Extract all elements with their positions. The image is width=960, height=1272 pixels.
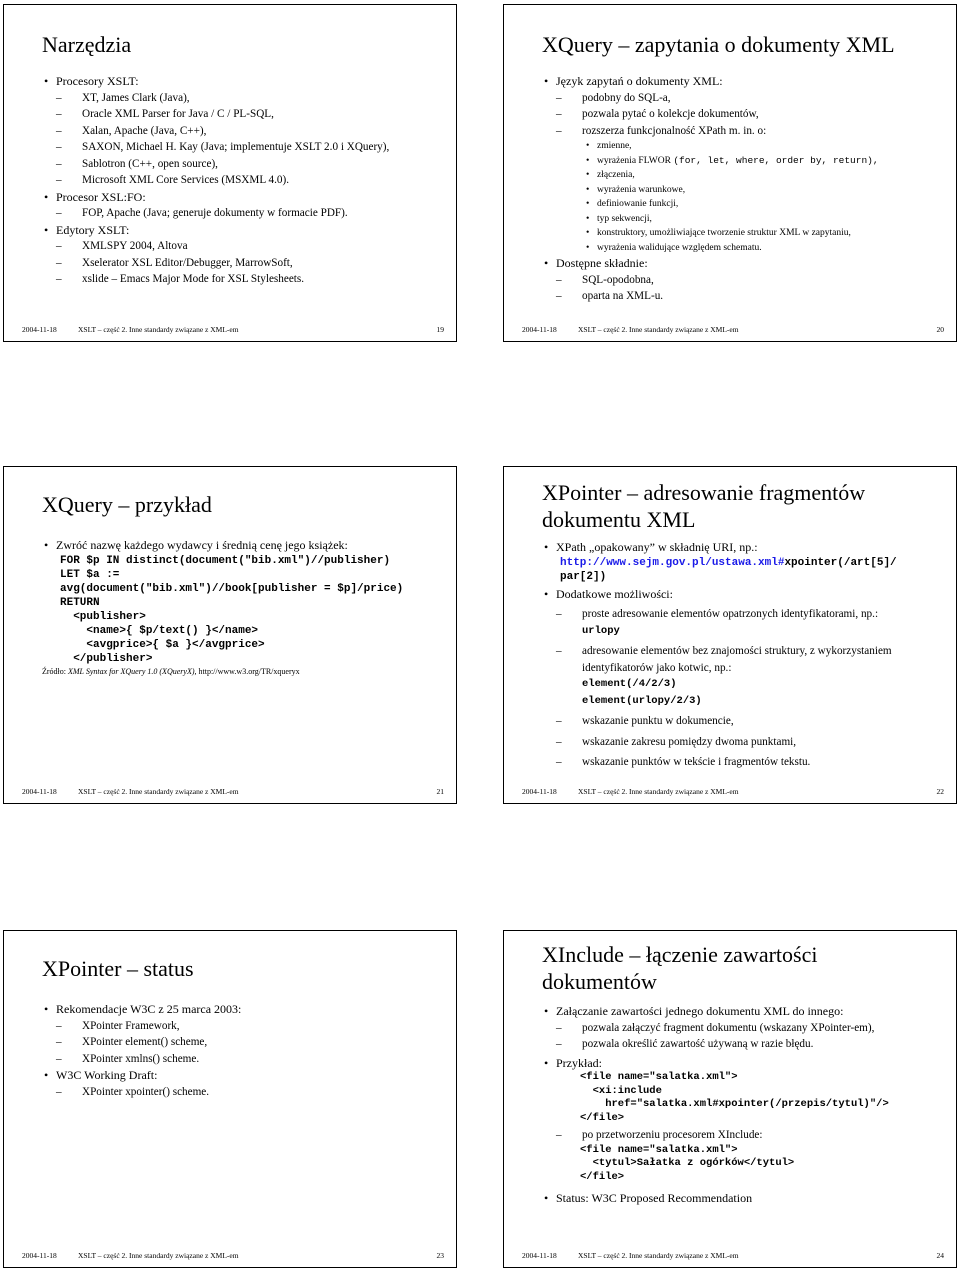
footer-text: XSLT – część 2. Inne standardy związane z XML-em — [78, 1251, 239, 1260]
slide-title: Narzędzia — [42, 32, 132, 57]
sub-sub-bullet: • wyrażenia walidujące względem schematu. — [542, 241, 946, 256]
sub-bullet: – podobny do SQL-a, — [542, 90, 946, 107]
sub-bullet-continued: identyfikatorów jako kotwic, np.: — [582, 661, 732, 674]
code-block — [542, 1144, 946, 1185]
sub-bullet: – Sablotron (C++, open source), — [42, 156, 446, 173]
sub-bullet: – wskazanie punktów w tekście i fragmentów tekstu. — [542, 754, 946, 771]
code-line: href="salatka.xml#xpointer(/przepis/tytul)"/> — [580, 1098, 889, 1110]
slide-21 — [3, 466, 457, 804]
bullet: • Edytory XSLT: — [42, 222, 446, 239]
sub-bullet: – adresowanie elementów bez znajomości struktury, z wykorzystaniem — [542, 643, 946, 660]
slide-content — [42, 1001, 446, 1100]
sub-sub-bullet: • zmienne, — [542, 139, 946, 154]
footer-text: XSLT – część 2. Inne standardy związane z XML-em — [78, 325, 239, 334]
sub-bullet: – XMLSPY 2004, Altova — [42, 238, 446, 255]
sub-bullet: – rozszerza funkcjonalność XPath m. in. o: — [542, 123, 946, 140]
slide-19 — [3, 4, 457, 342]
slide-title: XQuery – zapytania o dokumenty XML — [542, 32, 895, 57]
code-line: element(/4/2/3) — [582, 678, 677, 690]
sub-bullet: – XPointer xpointer() scheme. — [42, 1084, 446, 1101]
footer-date: 2004-11-18 — [522, 787, 557, 796]
sub-bullet: – Xalan, Apache (Java, C++), — [42, 123, 446, 140]
sub-bullet: – oparta na XML-u. — [542, 288, 946, 305]
source-note — [42, 666, 446, 678]
source-prefix: Źródło: — [42, 666, 68, 676]
footer-text: XSLT – część 2. Inne standardy związane z XML-em — [78, 787, 239, 796]
xpointer-example — [542, 556, 946, 584]
footer-text: XSLT – część 2. Inne standardy związane z XML-em — [578, 325, 739, 334]
sub-bullet: – XPointer Framework, — [42, 1018, 446, 1035]
footer-date: 2004-11-18 — [22, 787, 57, 796]
slide-23 — [3, 930, 457, 1268]
code-line: urlopy — [582, 624, 620, 637]
code-line: avg(document("bib.xml")//book[publisher = $p]/price) — [60, 582, 404, 595]
page-number: 24 — [936, 1251, 944, 1260]
code-line: <tytul>Sałatka z ogórków</tytul> — [580, 1157, 795, 1169]
code-line: <xi:include — [580, 1084, 662, 1097]
code-line: <avgprice>{ $a }</avgprice> — [60, 638, 265, 651]
page-number: 23 — [436, 1251, 444, 1260]
sub-bullet: – XT, James Clark (Java), — [42, 90, 446, 107]
footer-text: XSLT – część 2. Inne standardy związane z XML-em — [578, 1251, 739, 1260]
slide-content — [542, 539, 946, 771]
page-number: 22 — [936, 787, 944, 796]
bullet: • Załączanie zawartości jednego dokumentu XML do innego: — [542, 1003, 946, 1020]
bullet: • Zwróć nazwę każdego wydawcy i średnią cenę jego książek: — [42, 537, 446, 554]
footer-date: 2004-11-18 — [522, 1251, 557, 1260]
code-line: </file> — [580, 1111, 625, 1124]
slide-24 — [503, 930, 957, 1268]
slide-20 — [503, 4, 957, 342]
sub-bullet: – SQL-opodobna, — [542, 272, 946, 289]
sub-bullet: – Microsoft XML Core Services (MSXML 4.0). — [42, 172, 446, 189]
code-line: FOR $p IN distinct(document("bib.xml")//publisher) — [60, 554, 391, 567]
sub-bullet: – pozwala załączyć fragment dokumentu (wskazany XPointer-em), — [542, 1020, 946, 1037]
sub-bullet: – SAXON, Michael H. Kay (Java; implementuje XSLT 2.0 i XQuery), — [42, 139, 446, 156]
title-line: XInclude – łączenie zawartości — [542, 942, 818, 967]
source-url: , http://www.w3.org/TR/xqueryx — [194, 666, 300, 676]
page-number: 21 — [436, 787, 444, 796]
slide-title — [542, 479, 865, 533]
page-number: 19 — [436, 325, 444, 334]
code-line — [560, 556, 946, 570]
slide-title: XPointer – status — [42, 956, 194, 981]
flwor-label: wyrażenia FLWOR — [597, 155, 674, 166]
bullet: • Rekomendacje W3C z 25 marca 2003: — [42, 1001, 446, 1018]
sub-sub-bullet: • złączenia, — [542, 168, 946, 183]
sub-bullet: – wskazanie punktu w dokumencie, — [542, 713, 946, 730]
bullet: • Status: W3C Proposed Recommendation — [542, 1190, 946, 1207]
bullet: • Dostępne składnie: — [542, 255, 946, 272]
code-line: </publisher> — [60, 652, 153, 665]
sub-bullet: – po przetworzeniu procesorem XInclude: — [542, 1127, 946, 1144]
source-title: XML Syntax for XQuery 1.0 (XQueryX) — [68, 666, 195, 676]
sub-sub-bullet: • typ sekwencji, — [542, 212, 946, 227]
sub-sub-bullet: • definiowanie funkcji, — [542, 197, 946, 212]
code-line: RETURN — [60, 596, 100, 609]
flwor-keywords: (for, let, where, order by, return), — [673, 154, 879, 166]
bullet: • W3C Working Draft: — [42, 1067, 446, 1084]
slide-content — [542, 73, 946, 305]
code-line: <file name="salatka.xml"> — [580, 1071, 738, 1083]
bullet: • Przykład: — [542, 1055, 946, 1072]
sub-bullet: – pozwala określić zawartość używaną w razie błędu. — [542, 1036, 946, 1053]
footer-date: 2004-11-18 — [22, 1251, 57, 1260]
sub-bullet: – wskazanie zakresu pomiędzy dwoma punktami, — [542, 734, 946, 751]
footer-date: 2004-11-18 — [22, 325, 57, 334]
code-line: <name>{ $p/text() }</name> — [60, 624, 259, 637]
code-line: </file> — [580, 1170, 625, 1183]
link-rest: xpointer(/art[5]/ — [784, 556, 897, 569]
code-line: LET $a := — [60, 568, 120, 581]
title-line: dokumentów — [542, 969, 657, 994]
sub-bullet: – XPointer xmlns() scheme. — [42, 1051, 446, 1068]
slide-22 — [503, 466, 957, 804]
sub-sub-bullet: • wyrażenia warunkowe, — [542, 183, 946, 198]
title-line: dokumentu XML — [542, 507, 696, 532]
code-line: <publisher> — [60, 610, 146, 623]
page-number: 20 — [936, 325, 944, 334]
title-line: XPointer – adresowanie fragmentów — [542, 480, 866, 505]
code-block — [542, 1071, 946, 1125]
bullet: • Procesor XSL:FO: — [42, 189, 446, 206]
sub-bullet: – proste adresowanie elementów opatrzonych identyfikatorami, np.: — [542, 606, 946, 623]
slide-content — [42, 537, 446, 678]
sub-bullet: – xslide – Emacs Major Mode for XSL Stylesheets. — [42, 271, 446, 288]
footer-text: XSLT – część 2. Inne standardy związane z XML-em — [578, 787, 739, 796]
slide-title: XQuery – przykład — [42, 492, 212, 517]
sub-sub-bullet: • konstruktory, umożliwiające tworzenie struktur XML w zapytaniu, — [542, 226, 946, 241]
bullet: • Procesory XSLT: — [42, 73, 446, 90]
sub-bullet: – Oracle XML Parser for Java / C / PL-SQL, — [42, 106, 446, 123]
sub-sub-bullet — [542, 154, 946, 169]
code-line: <file name="salatka.xml"> — [580, 1143, 738, 1156]
code-block — [42, 554, 446, 666]
bullet: • Język zapytań o dokumenty XML: — [542, 73, 946, 90]
bullet: • XPath „opakowany” w składnię URI, np.: — [542, 539, 946, 556]
slide-title — [542, 941, 817, 995]
sub-bullet: – FOP, Apache (Java; generuje dokumenty w formacie PDF). — [42, 205, 446, 222]
sub-bullet: – Xselerator XSL Editor/Debugger, MarrowSoft, — [42, 255, 446, 272]
code-line: element(urlopy/2/3) — [582, 694, 702, 707]
sub-bullet: – pozwala pytać o kolekcje dokumentów, — [542, 106, 946, 123]
footer-date: 2004-11-18 — [522, 325, 557, 334]
bullet: • Dodatkowe możliwości: — [542, 586, 946, 603]
slide-content — [542, 1003, 946, 1207]
example-link[interactable]: http://www.sejm.gov.pl/ustawa.xml# — [560, 556, 785, 569]
code-line: par[2]) — [560, 570, 607, 583]
sub-bullet: – XPointer element() scheme, — [42, 1034, 446, 1051]
slide-content — [42, 73, 446, 288]
